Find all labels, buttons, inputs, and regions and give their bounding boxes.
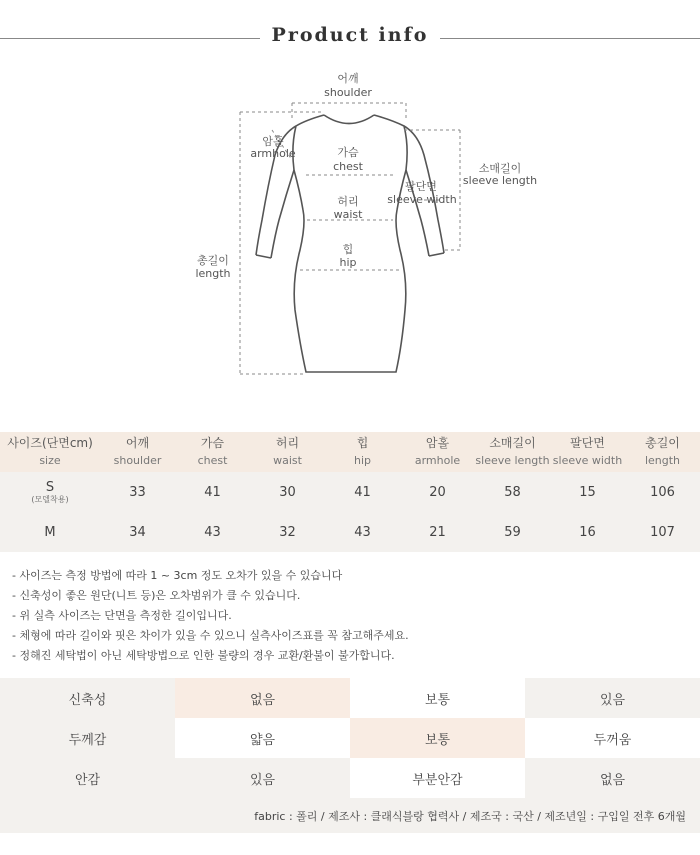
table-cell: 20: [400, 472, 475, 512]
feel-row-stretch: [0, 678, 700, 718]
header-cell-shoulder: 어깨 shoulder: [100, 432, 175, 472]
header-cell-sleeve-length: 소매길이 sleeve length: [475, 432, 550, 472]
note-item: - 위 실측 사이즈는 단면을 측정한 길이입니다.: [12, 609, 232, 622]
header-cell-hip: 힙 hip: [325, 432, 400, 472]
table-cell: 41: [325, 472, 400, 512]
note-item: - 사이즈는 측정 방법에 따라 1 ~ 3cm 정도 오차가 있을 수 있습니다: [12, 569, 343, 582]
waist-label-ko: 허리: [337, 195, 359, 208]
chest-label-en: chest: [333, 160, 363, 173]
header-cell-length: 총길이 length: [625, 432, 700, 472]
feel-row-thickness: [0, 718, 700, 758]
note-item: - 신축성이 좋은 원단(니트 등)은 오차범위가 클 수 있습니다.: [12, 589, 301, 602]
header-cell-armhole: 암홀 armhole: [400, 432, 475, 472]
feel-row-lining: [0, 758, 700, 798]
size-table: [0, 432, 700, 552]
fabric-info-bar: [0, 798, 700, 833]
section-title-row: [0, 22, 700, 54]
feel-option: 두꺼움: [525, 718, 700, 758]
sleeve-length-label-ko: 소매길이: [478, 162, 522, 175]
feel-option-selected: 보통: [350, 718, 525, 758]
table-cell: 43: [325, 512, 400, 552]
table-cell: 106: [625, 472, 700, 512]
chest-label-ko: 가슴: [337, 146, 359, 159]
header-cell-waist: 허리 waist: [250, 432, 325, 472]
shoulder-label-ko: 어깨: [337, 72, 359, 85]
header-cell-chest: 가슴 chest: [175, 432, 250, 472]
table-cell: 16: [550, 512, 625, 552]
table-cell: 43: [175, 512, 250, 552]
table-cell: 32: [250, 512, 325, 552]
armhole-label-ko: 암홀: [262, 135, 284, 148]
measurement-diagram: [0, 60, 700, 420]
feel-label: 안감: [0, 758, 175, 798]
model-worn-note: (모델착용): [31, 494, 69, 504]
hip-label-ko: 힙: [342, 243, 354, 256]
shoulder-label-en: shoulder: [324, 86, 372, 99]
sleeve-width-label-ko: 팔단면: [405, 180, 437, 193]
feel-option-selected: 없음: [175, 678, 350, 718]
sleeve-width-label-en: sleeve width: [387, 193, 457, 206]
feel-option: 얇음: [175, 718, 350, 758]
page-title: Product info: [260, 24, 441, 46]
table-cell: 33: [100, 472, 175, 512]
table-row: [0, 512, 700, 552]
header-cell-sleeve-width: 팔단면 sleeve width: [550, 432, 625, 472]
size-cell: M: [0, 512, 100, 552]
feel-option: 부분안감: [350, 758, 525, 798]
table-cell: 34: [100, 512, 175, 552]
header-cell-size: 사이즈(단면cm) size: [0, 432, 100, 472]
fabric-info-text: fabric : 폴리 / 제조사 : 클래식블랑 협력사 / 제조국 : 국산 / 제조년일 : 구입일 전후 6개월: [254, 810, 686, 823]
feel-option: 없음: [525, 758, 700, 798]
hip-label-en: hip: [339, 256, 357, 269]
armhole-label-en: armhole: [250, 147, 296, 160]
size-notes: [12, 566, 692, 666]
feel-option: 있음: [175, 758, 350, 798]
note-item: - 체형에 따라 길이와 핏은 차이가 있을 수 있으니 실측사이즈표를 꼭 참고해주세요.: [12, 629, 409, 642]
feel-label: 신축성: [0, 678, 175, 718]
table-cell: 107: [625, 512, 700, 552]
length-label-ko: 총길이: [197, 254, 229, 267]
table-cell: 30: [250, 472, 325, 512]
size-cell: S (모델착용): [0, 472, 100, 512]
table-cell: 41: [175, 472, 250, 512]
feel-label: 두께감: [0, 718, 175, 758]
fabric-feel-table: [0, 678, 700, 798]
feel-option: 있음: [525, 678, 700, 718]
table-cell: 59: [475, 512, 550, 552]
sleeve-length-label-en: sleeve length: [462, 174, 538, 187]
feel-option: 보통: [350, 678, 525, 718]
table-cell: 58: [475, 472, 550, 512]
note-item: - 정해진 세탁법이 아닌 세탁방법으로 인한 불량의 경우 교환/환불이 불가합니다.: [12, 649, 395, 662]
length-label-en: length: [195, 267, 231, 280]
size-table-header: [0, 432, 700, 472]
table-row: [0, 472, 700, 512]
table-cell: 21: [400, 512, 475, 552]
waist-label-en: waist: [333, 208, 363, 221]
table-cell: 15: [550, 472, 625, 512]
